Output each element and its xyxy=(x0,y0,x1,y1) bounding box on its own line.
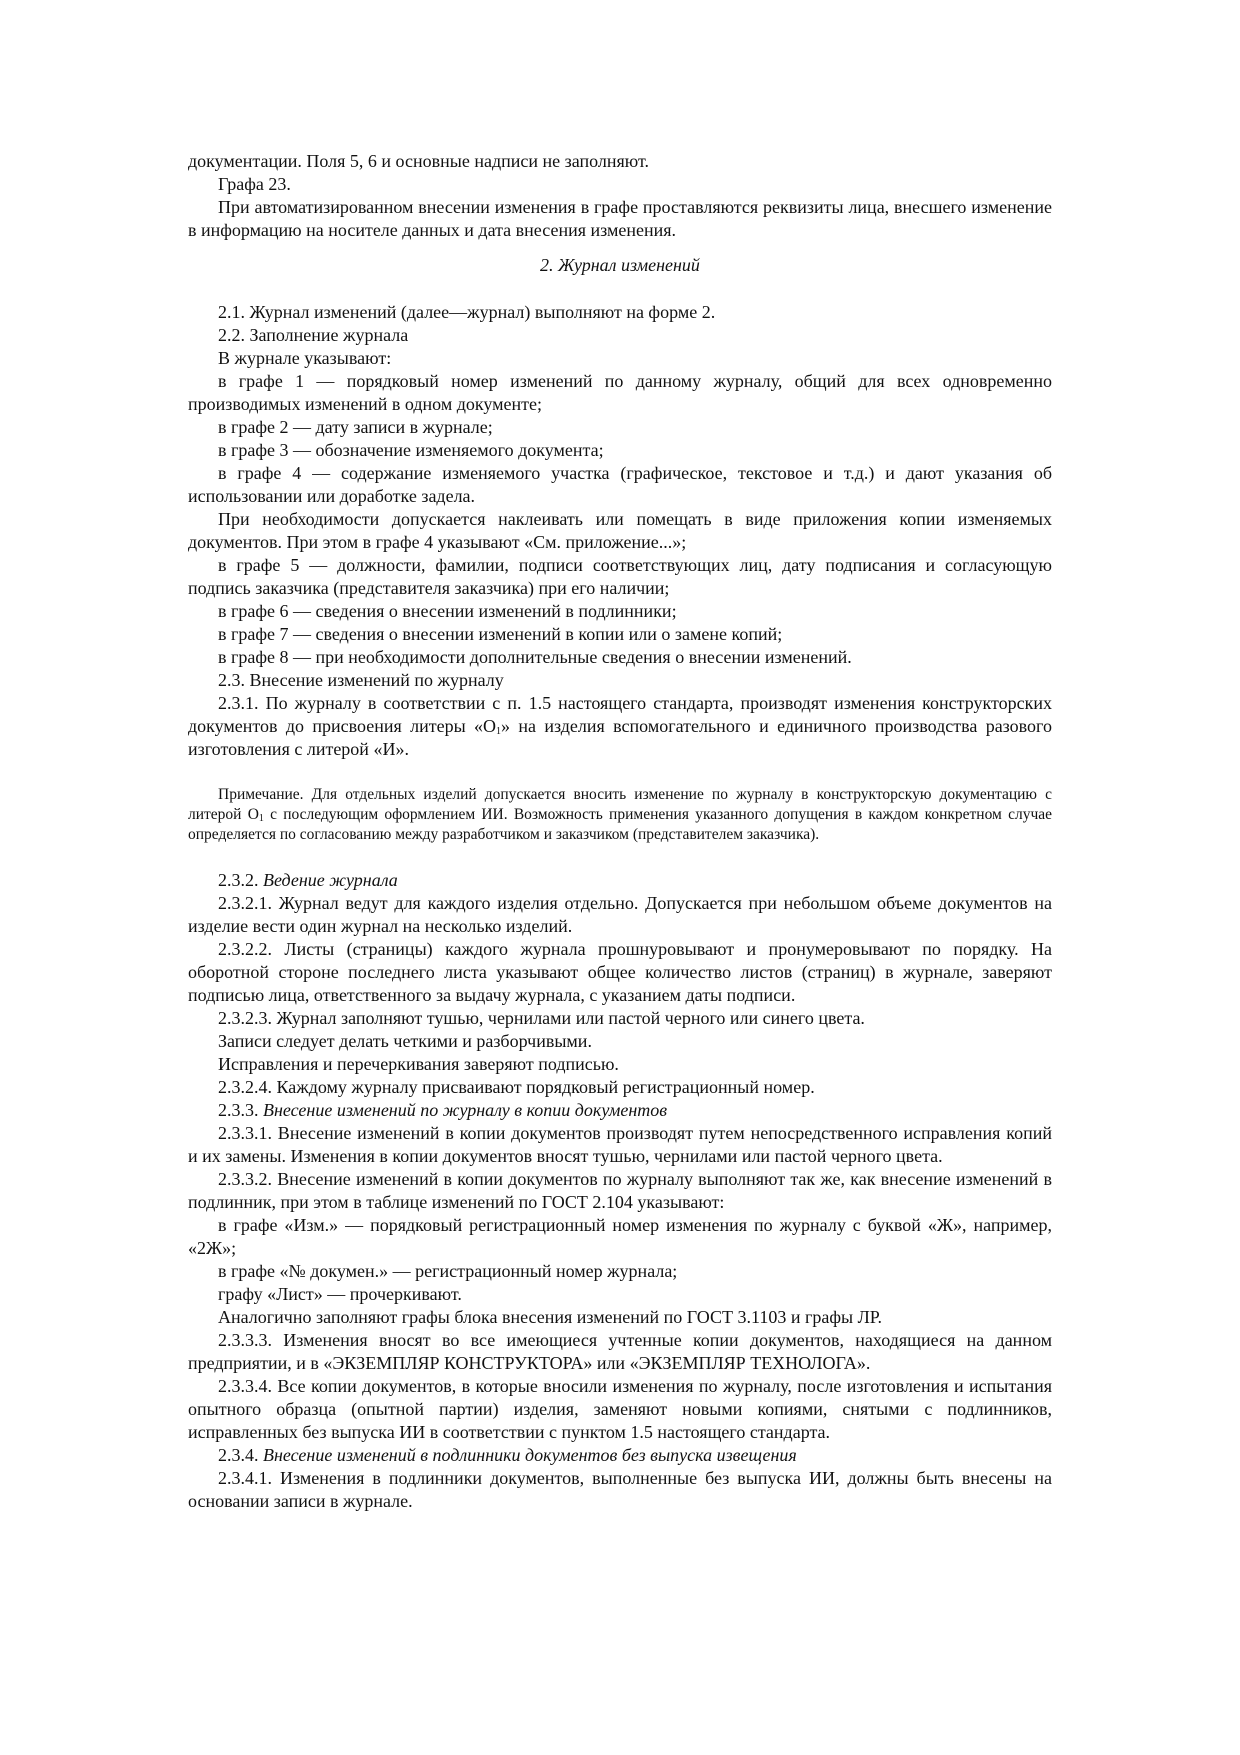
paragraph-2-3-4-1: 2.3.4.1. Изменения в подлинники документов, выполненные без выпуска ИИ, должны быть внесены на основании записи в журнале. xyxy=(188,1468,1052,1511)
paragraph-2-3-2-1: 2.3.2.1. Журнал ведут для каждого изделия отдельно. Допускается при небольшом объеме документов на изделие вести один журнал на несколько изделий. xyxy=(188,893,1052,936)
paragraph-records: Записи следует делать четкими и разборчивыми. xyxy=(218,1031,592,1051)
paragraph-analogously: Аналогично заполняют графы блока внесения изменений по ГОСТ 3.1103 и графы ЛР. xyxy=(218,1307,883,1327)
paragraph-intro-end: документации. Поля 5, 6 и основные надписи не заполняют. xyxy=(188,151,650,171)
paragraph-column-1: в графе 1 — порядковый номер изменений по данному журналу, общий для всех одновременно производимых изменений в одном документе; xyxy=(188,371,1052,414)
document-page xyxy=(188,150,1052,1513)
paragraph-2-3-3-number: 2.3.3. xyxy=(218,1100,263,1120)
paragraph-grafa-23: Графа 23. xyxy=(218,174,291,194)
paragraph-2-2: 2.2. Заполнение журнала xyxy=(218,325,409,345)
note-part-a: Примечание. Для отдельных изделий допускается вносить изменение по журналу в конструкторскую документацию с литерой О xyxy=(188,786,1052,823)
paragraph-2-3-2-3: 2.3.2.3. Журнал заполняют тушью, чернилами или пастой черного или синего цвета. xyxy=(218,1008,865,1028)
paragraph-sheet-column: графу «Лист» — прочеркивают. xyxy=(218,1284,462,1304)
paragraph-2-3-1 xyxy=(188,692,1052,761)
paragraph-2-3-3-4: 2.3.3.4. Все копии документов, в которые вносили изменения по журналу, после изготовления и испытания опытного образца (опытной партии) изделия, заменяют новыми копиями, снятыми с подлинников, исправленных без выпуска ИИ в соответствии с пунктом 1.5 настоящего стандарта. xyxy=(188,1376,1052,1442)
paragraph-column-7: в графе 7 — сведения о внесении изменений в копии или о замене копий; xyxy=(218,624,783,644)
paragraph-2-3-2-title: Ведение журнала xyxy=(263,870,398,890)
section-2-title: 2. Журнал изменений xyxy=(540,255,700,275)
paragraph-column-5: в графе 5 — должности, фамилии, подписи соответствующих лиц, дату подписания и согласующую подпись заказчика (представителя заказчика) при его наличии; xyxy=(188,555,1052,598)
paragraph-column-3: в графе 3 — обозначение изменяемого документа; xyxy=(218,440,604,460)
paragraph-2-3-3-2: 2.3.3.2. Внесение изменений в копии документов по журналу выполняют так же, как внесение изменений в подлинник, при этом в таблице изменений по ГОСТ 2.104 указывают: xyxy=(188,1169,1052,1212)
paragraph-2-3-4-number: 2.3.4. xyxy=(218,1445,263,1465)
note-paragraph xyxy=(188,785,1052,845)
paragraph-2-3-1-part-a: 2.3.1. По журналу в соответствии с п. 1.5 настоящего стандарта, производят изменения конструкторских документов до присвоения литеры «О xyxy=(188,693,1052,736)
paragraph-2-3-3 xyxy=(188,1099,1052,1122)
note-subscript: 1 xyxy=(258,813,264,824)
paragraph-automated-change: При автоматизированном внесении изменения в графе проставляются реквизиты лица, внесшего изменение в информацию на носителе данных и дата внесения изменения. xyxy=(188,197,1052,240)
paragraph-2-3-3-title: Внесение изменений по журналу в копии документов xyxy=(263,1100,668,1120)
paragraph-column-4: в графе 4 — содержание изменяемого участка (графическое, текстовое и т.д.) и дают указания об использовании или доработке задела. xyxy=(188,463,1052,506)
paragraph-journal-indicates: В журнале указывают: xyxy=(218,348,392,368)
paragraph-2-3: 2.3. Внесение изменений по журналу xyxy=(218,670,504,690)
paragraph-doc-number-column: в графе «№ докумен.» — регистрационный номер журнала; xyxy=(218,1261,678,1281)
paragraph-2-3-3-1: 2.3.3.1. Внесение изменений в копии документов производят путем непосредственного исправления копий и их замены. Изменения в копии документов вносят тушью, чернилами или пастой черного цвета. xyxy=(188,1123,1052,1166)
paragraph-attachment: При необходимости допускается наклеивать или помещать в виде приложения копии изменяемых документов. При этом в графе 4 указывают «См. приложение...»; xyxy=(188,509,1052,552)
paragraph-2-3-2 xyxy=(188,869,1052,892)
paragraph-2-3-2-4: 2.3.2.4. Каждому журналу присваивают порядковый регистрационный номер. xyxy=(218,1077,815,1097)
paragraph-2-3-3-3: 2.3.3.3. Изменения вносят во все имеющиеся учтенные копии документов, находящиеся на данном предприятии, и в «ЭКЗЕМПЛЯР КОНСТРУКТОРА» или «ЭКЗЕМПЛЯР ТЕХНОЛОГА». xyxy=(188,1330,1052,1373)
paragraph-izm-column: в графе «Изм.» — порядковый регистрационный номер изменения по журналу с буквой «Ж», например, «2Ж»; xyxy=(188,1215,1052,1258)
paragraph-corrections: Исправления и перечеркивания заверяют подписью. xyxy=(218,1054,619,1074)
paragraph-column-6: в графе 6 — сведения о внесении изменений в подлинники; xyxy=(218,601,677,621)
note-part-b: с последующим оформлением ИИ. Возможность применения указанного допущения в каждом конкретном случае определяется по согласованию между разработчиком и заказчиком (представителем заказчика). xyxy=(188,806,1052,843)
paragraph-2-3-1-part-b: » на изделия вспомогательного и единичного производства разового изготовления с литерой «И». xyxy=(188,716,1052,759)
paragraph-2-3-2-2: 2.3.2.2. Листы (страницы) каждого журнала прошнуровывают и пронумеровывают по порядку. На оборотной стороне последнего листа указывают общее количество листов (страниц) в журнале, заверяют подписью лица, ответственного за выдачу журнала, с указанием даты подписи. xyxy=(188,939,1052,1005)
paragraph-2-3-4-title: Внесение изменений в подлинники документов без выпуска извещения xyxy=(263,1445,797,1465)
litera-subscript: 1 xyxy=(496,726,502,737)
paragraph-2-3-2-number: 2.3.2. xyxy=(218,870,263,890)
paragraph-column-2: в графе 2 — дату записи в журнале; xyxy=(218,417,493,437)
paragraph-column-8: в графе 8 — при необходимости дополнительные сведения о внесении изменений. xyxy=(218,647,852,667)
paragraph-2-3-4 xyxy=(188,1444,1052,1467)
paragraph-2-1: 2.1. Журнал изменений (далее—журнал) выполняют на форме 2. xyxy=(218,302,716,322)
